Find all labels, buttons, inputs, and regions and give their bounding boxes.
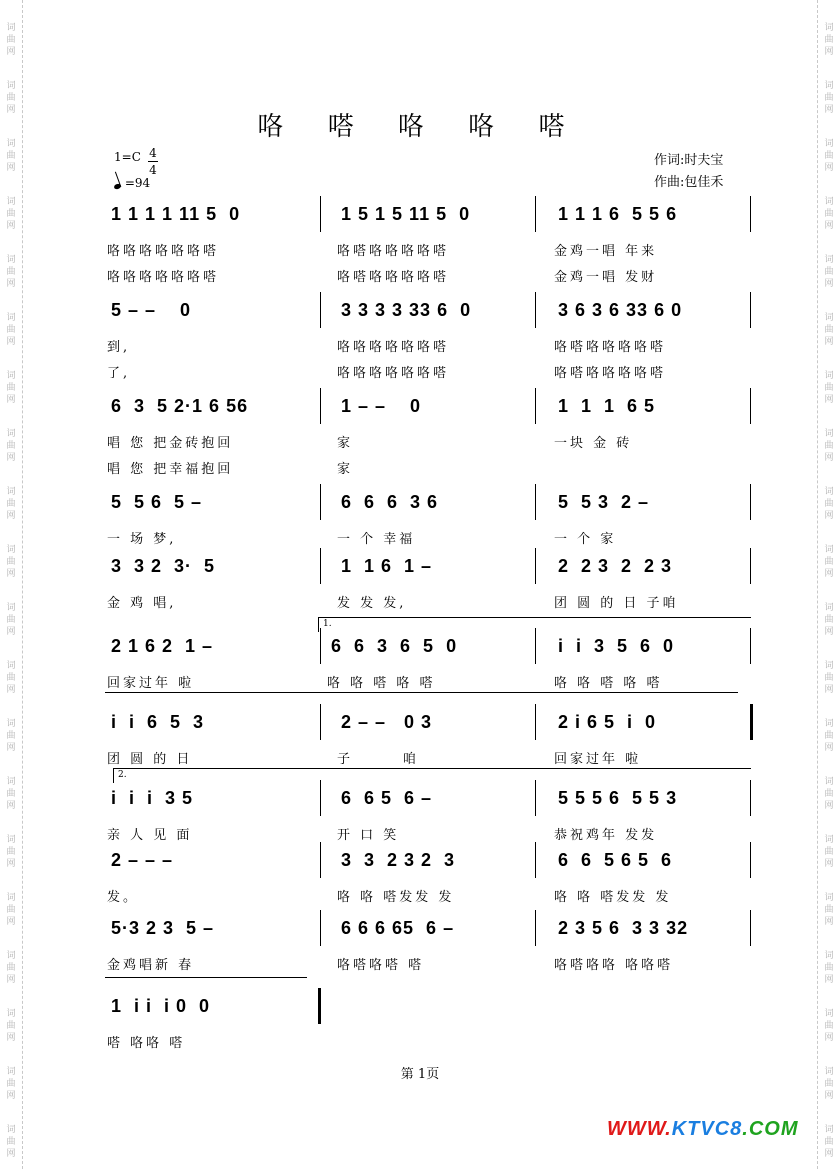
measure-notes: 1 i i i 0 0: [111, 996, 211, 1016]
lyric-line: 嗒 咯咯 嗒: [107, 1036, 186, 1051]
watermark-text: 词曲网: [824, 371, 834, 405]
score-system: [105, 918, 750, 973]
barline: [535, 704, 536, 740]
watermark-text: 词曲网: [6, 777, 16, 811]
barline: [750, 388, 751, 424]
measure-notes: 2 3 5 6 3 3 32: [558, 918, 689, 938]
score-system: [105, 850, 750, 905]
watermark-text: 词曲网: [824, 951, 834, 985]
time-signature: [148, 146, 158, 177]
volta-bracket-2-continuation: [105, 977, 307, 978]
measure-notes: 1 1 1 6 5: [558, 396, 656, 416]
measure-notes: 2 2 3 2 2 3: [558, 556, 673, 576]
barline: [320, 628, 321, 664]
measure-notes: 2 – – 0 3: [341, 712, 433, 732]
lyric-line: 了,: [107, 366, 131, 381]
measure-notes: i i 3 5 6 0: [558, 636, 675, 656]
watermark-text: 词曲网: [824, 603, 834, 637]
lyric-line: 金鸡唱新 春: [107, 958, 195, 973]
watermark-text: 词曲网: [6, 313, 16, 347]
site-logo: [607, 1118, 799, 1141]
volta-bracket-1-label: 1.: [323, 619, 332, 629]
lyric-line: 回家过年 啦: [107, 676, 195, 691]
watermark-text: 词曲网: [824, 23, 834, 57]
watermark-text: 词曲网: [824, 81, 834, 115]
watermark-text: 词曲网: [824, 255, 834, 289]
barline: [535, 628, 536, 664]
lyric-line: 发。: [107, 890, 140, 905]
barline: [318, 988, 321, 1024]
lyric-line: 咯嗒咯咯 咯咯嗒: [554, 958, 674, 973]
barline: [320, 842, 321, 878]
lyricist: 作词:时夫宝: [654, 153, 724, 168]
lyric-line: 团 圆 的 日 子咱: [554, 596, 679, 611]
lyric-line: 家: [337, 462, 354, 477]
barline: [750, 780, 751, 816]
lyric-line: 咯嗒咯咯咯咯嗒: [337, 244, 450, 259]
lyric-line: 恭祝鸡年 发发: [554, 828, 658, 843]
measure-notes: 3 6 3 6 33 6 0: [558, 300, 683, 320]
measure-notes: 5 – – 0: [111, 300, 192, 320]
barline: [535, 548, 536, 584]
barline: [750, 842, 751, 878]
watermark-text: 词曲网: [6, 255, 16, 289]
barline: [320, 484, 321, 520]
watermark-text: 词曲网: [824, 661, 834, 695]
watermark-text: 词曲网: [824, 777, 834, 811]
measure-notes: 6 6 3 6 5 0: [331, 636, 458, 656]
watermark-text: 词曲网: [824, 139, 834, 173]
volta-bracket-2: [113, 768, 751, 783]
measure-notes: 2 – – –: [111, 850, 174, 870]
key-label: 1=C: [114, 150, 141, 164]
volta-bracket-1: [318, 617, 751, 632]
watermark-text: 词曲网: [824, 1009, 834, 1043]
watermark-text: 词曲网: [6, 1067, 16, 1101]
lyric-line: 金 鸡 唱,: [107, 596, 177, 611]
lyric-line: 咯 咯 嗒发发 发: [554, 890, 672, 905]
barline: [750, 548, 751, 584]
watermark-text: 词曲网: [824, 313, 834, 347]
barline: [320, 780, 321, 816]
lyric-line: 咯嗒咯咯咯咯嗒: [337, 270, 450, 285]
measure-notes: 5 5 3 2 –: [558, 492, 650, 512]
score-system: [105, 204, 750, 285]
lyric-line: 咯嗒咯咯咯咯嗒: [554, 366, 667, 381]
watermark-text: 词曲网: [6, 487, 16, 521]
lyric-line: 咯 咯 嗒发发 发: [337, 890, 455, 905]
lyric-line: 一 个 家: [554, 532, 617, 547]
volta-bracket-2-label: 2.: [118, 770, 127, 780]
right-watermark-strip: [817, 0, 840, 1169]
barline: [320, 196, 321, 232]
watermark-text: 词曲网: [6, 81, 16, 115]
watermark-text: 词曲网: [824, 835, 834, 869]
measure-notes: 1 1 6 1 –: [341, 556, 433, 576]
watermark-text: 词曲网: [6, 661, 16, 695]
score-system: [105, 492, 750, 547]
watermark-text: 词曲网: [824, 429, 834, 463]
score-system: [105, 712, 750, 767]
measure-notes: i i i 3 5: [111, 788, 194, 808]
barline: [535, 484, 536, 520]
measure-notes: 1 1 1 6 5 5 6: [558, 204, 678, 224]
score-system: [105, 396, 750, 477]
measure-notes: 1 – – 0: [341, 396, 422, 416]
lyric-line: 咯 咯 嗒 咯 嗒: [327, 676, 436, 691]
left-watermark-strip: [0, 0, 23, 1169]
watermark-text: 词曲网: [6, 139, 16, 173]
measure-notes: 3 3 3 3 33 6 0: [341, 300, 472, 320]
time-top: 4: [149, 146, 157, 160]
page-number: 第 1页: [400, 1067, 440, 1082]
watermark-text: 词曲网: [824, 545, 834, 579]
lyric-line: 一 场 梦,: [107, 532, 177, 547]
credits: [654, 150, 723, 194]
measure-notes: 2 i 6 5 i 0: [558, 712, 657, 732]
watermark-text: 词曲网: [6, 371, 16, 405]
barline: [320, 704, 321, 740]
watermark-text: 词曲网: [6, 1009, 16, 1043]
barline: [750, 196, 751, 232]
watermark-text: 词曲网: [6, 951, 16, 985]
watermark-text: 词曲网: [824, 1067, 834, 1101]
barline: [535, 842, 536, 878]
barline: [535, 780, 536, 816]
lyric-line: 咯咯咯咯咯咯嗒: [107, 270, 220, 285]
time-bottom: 4: [149, 163, 157, 177]
measure-notes: 5·3 2 3 5 –: [111, 918, 215, 938]
barline: [535, 388, 536, 424]
measure-notes: 3 3 2 3 2 3: [341, 850, 456, 870]
song-title: 咯 嗒 咯 咯 嗒: [257, 112, 583, 142]
watermark-text: 词曲网: [6, 893, 16, 927]
measure-notes: 6 6 5 6 –: [341, 788, 433, 808]
lyric-line: 发 发 发,: [337, 596, 407, 611]
barline: [320, 548, 321, 584]
volta-bracket-1-continuation: [105, 692, 738, 693]
lyric-line: 咯咯咯咯咯咯嗒: [337, 340, 450, 355]
watermark-text: 词曲网: [6, 719, 16, 753]
lyric-line: 唱 您 把金砖抱回: [107, 436, 234, 451]
lyric-line: 家: [337, 436, 354, 451]
lyric-line: 子 咱: [337, 752, 419, 767]
watermark-text: 词曲网: [6, 197, 16, 231]
lyric-line: 金鸡一唱 年来: [554, 244, 658, 259]
lyric-line: 到,: [107, 340, 131, 355]
lyric-line: 一 个 幸福: [337, 532, 416, 547]
composer: 作曲:包佳禾: [654, 175, 724, 190]
site-part-3: .COM: [742, 1118, 799, 1140]
measure-notes: 3 3 2 3· 5: [111, 556, 216, 576]
lyric-line: 咯嗒咯嗒 嗒: [337, 958, 425, 973]
barline: [535, 196, 536, 232]
barline: [535, 292, 536, 328]
lyric-line: 唱 您 把幸福抱回: [107, 462, 234, 477]
watermark-text: 词曲网: [824, 893, 834, 927]
score-system: [105, 788, 750, 843]
tempo-marking: [114, 176, 150, 190]
measure-notes: 6 6 6 3 6: [341, 492, 439, 512]
watermark-text: 词曲网: [824, 197, 834, 231]
lyric-line: 一块 金 砖: [554, 436, 633, 451]
barline: [320, 910, 321, 946]
barline: [750, 704, 753, 740]
watermark-text: 词曲网: [6, 429, 16, 463]
tempo-value: =94: [124, 176, 151, 190]
lyric-line: 回家过年 啦: [554, 752, 642, 767]
watermark-text: 词曲网: [6, 1125, 16, 1159]
site-part-2: KTVC8: [671, 1118, 743, 1140]
lyric-line: 咯嗒咯咯咯咯嗒: [554, 340, 667, 355]
barline: [535, 910, 536, 946]
lyric-line: 开 口 笑: [337, 828, 400, 843]
lyric-line: 金鸡一唱 发财: [554, 270, 658, 285]
barline: [750, 484, 751, 520]
measure-notes: i i 6 5 3: [111, 712, 205, 732]
barline: [750, 628, 751, 664]
score-system: [105, 636, 750, 691]
watermark-text: 词曲网: [6, 835, 16, 869]
barline: [750, 292, 751, 328]
measure-notes: 1 5 1 5 11 5 0: [341, 204, 471, 224]
watermark-text: 词曲网: [6, 545, 16, 579]
barline: [750, 910, 751, 946]
watermark-text: 词曲网: [824, 487, 834, 521]
measure-notes: 6 3 5 2·1 6 56: [111, 396, 249, 416]
measure-notes: 1 1 1 1 11 5 0: [111, 204, 241, 224]
score-system: [105, 996, 750, 1051]
quarter-note-icon: [113, 183, 121, 190]
lyric-line: 咯咯咯咯咯咯嗒: [107, 244, 220, 259]
measure-notes: 5 5 6 5 –: [111, 492, 203, 512]
barline: [320, 388, 321, 424]
score-system: [105, 300, 750, 381]
barline: [320, 292, 321, 328]
watermark-text: 词曲网: [6, 23, 16, 57]
measure-notes: 2 1 6 2 1 –: [111, 636, 214, 656]
measure-notes: 6 6 5 6 5 6: [558, 850, 673, 870]
measure-notes: 6 6 6 65 6 –: [341, 918, 455, 938]
lyric-line: 咯咯咯咯咯咯嗒: [337, 366, 450, 381]
score-system: [105, 556, 750, 611]
watermark-text: 词曲网: [824, 719, 834, 753]
lyric-line: 团 圆 的 日: [107, 752, 193, 767]
watermark-text: 词曲网: [824, 1125, 834, 1159]
watermark-text: 词曲网: [6, 603, 16, 637]
measure-notes: 5 5 5 6 5 5 3: [558, 788, 678, 808]
key-signature: [114, 146, 157, 177]
site-part-1: WWW.: [607, 1118, 672, 1140]
lyric-line: 咯 咯 嗒 咯 嗒: [554, 676, 663, 691]
lyric-line: 亲 人 见 面: [107, 828, 193, 843]
